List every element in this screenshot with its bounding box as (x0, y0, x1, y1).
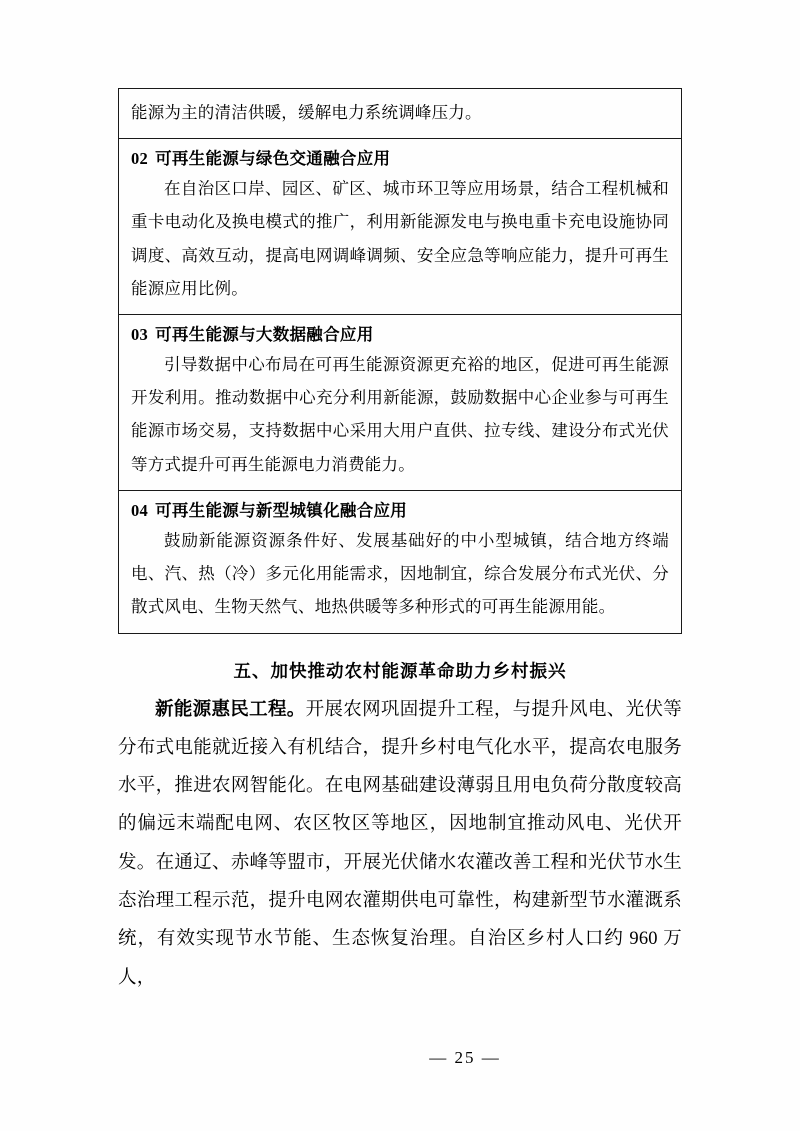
entry-04 (119, 491, 681, 633)
entry-heading (131, 498, 669, 524)
entry-number: 02 (131, 149, 149, 169)
entry-number: 04 (131, 501, 149, 521)
continuation-text: 能源为主的清洁供暖，缓解电力系统调峰压力。 (131, 103, 482, 122)
entry-body: 在自治区口岸、园区、矿区、城市环卫等应用场景，结合工程机械和重卡电动化及换电模式的推广，利用新能源发电与换电重卡充电设施协同调度、高效互动，提高电网调峰调频、安全应急等响应能力，提升可再生能源应用比例。 (131, 178, 669, 298)
entry-body: 引导数据中心布局在可再生能源资源更充裕的地区，促进可再生能源开发利用。推动数据中心充分利用新能源，鼓励数据中心企业参与可再生能源市场交易，支持数据中心采用大用户直供、拉专线、建设分布式光伏等方式提升可再生能源电力消费能力。 (131, 354, 669, 474)
entry-heading (131, 322, 669, 348)
table-row (119, 491, 682, 634)
entry-heading-text: 可再生能源与大数据融合应用 (155, 325, 374, 345)
table-cell-entry-03 (119, 315, 682, 491)
table-cell-entry-02 (119, 139, 682, 315)
table-cell-entry-04 (119, 491, 682, 634)
section-heading: 五、加快推动农村能源革命助力乡村振兴 (233, 660, 567, 681)
page-content (118, 88, 682, 997)
entry-heading-text: 可再生能源与绿色交通融合应用 (155, 149, 391, 169)
paragraph-lead: 新能源惠民工程。 (155, 699, 306, 720)
section-paragraph (118, 691, 682, 997)
entry-03 (119, 315, 681, 490)
policy-table (118, 88, 682, 634)
paragraph-body: 开展农网巩固提升工程，与提升风电、光伏等分布式电能就近接入有机结合，提升乡村电气化水平，提高农电服务水平，推进农网智能化。在电网基础建设薄弱且用电负荷分散度较高的偏远末端配电网、农区牧区等地区，因地制宜推动风电、光伏开发。在通辽、赤峰等盟市，开展光伏储水农灌改善工程和光伏节水生态治理工程示范，提升电网农灌期供电可靠性，构建新型节水灌溉系统，有效实现节水节能、生态恢复治理。自治区乡村人口约 960 万人， (118, 699, 682, 988)
page-number: — 25 — (429, 1048, 501, 1067)
table-row (119, 89, 682, 139)
entry-body: 鼓励新能源资源条件好、发展基础好的中小型城镇，结合地方终端电、汽、热（冷）多元化用能需求，因地制宜，综合发展分布式光伏、分散式风电、生物天然气、地热供暖等多种形式的可再生能源用能。 (131, 530, 669, 617)
entry-02 (119, 139, 681, 314)
entry-heading-text: 可再生能源与新型城镇化融合应用 (155, 501, 408, 521)
table-row (119, 139, 682, 315)
entry-heading (131, 146, 669, 172)
table-cell-continuation (119, 89, 682, 139)
table-row (119, 315, 682, 491)
entry-number: 03 (131, 325, 149, 345)
